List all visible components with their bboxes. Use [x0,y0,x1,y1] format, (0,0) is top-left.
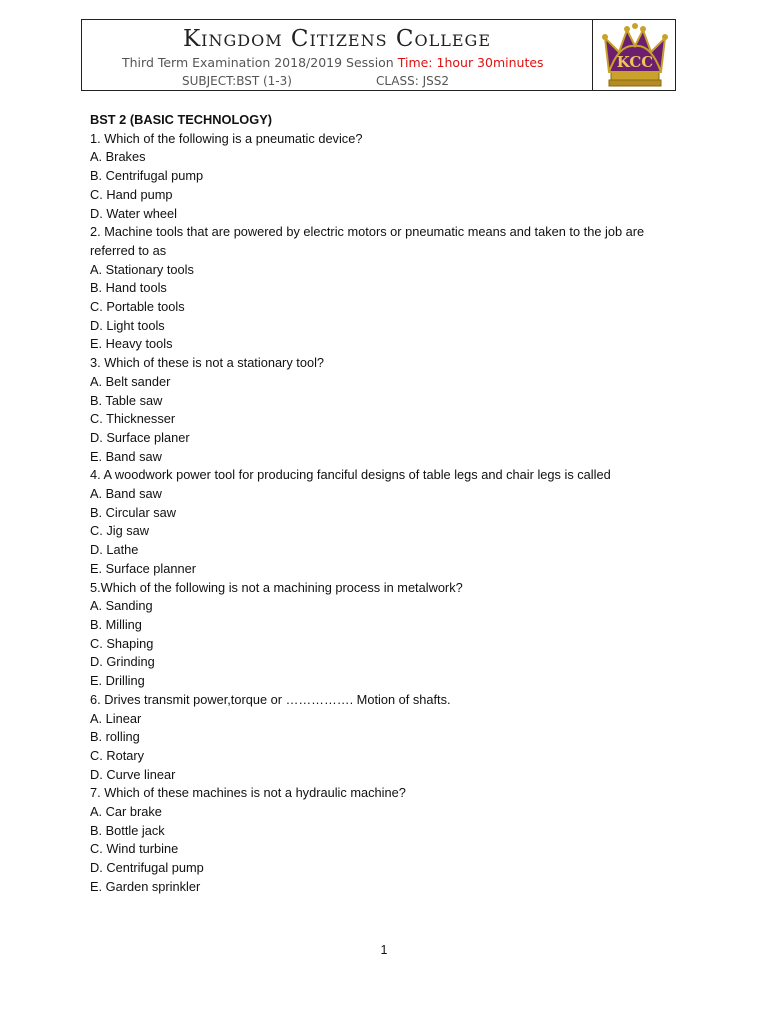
option-line: E. Band saw [90,448,162,464]
crown-logo-icon [595,22,675,88]
option-line: C. Wind turbine [90,841,179,857]
subject-label: SUBJECT:BST (1-3) [182,74,292,88]
option-line: D. Curve linear [90,766,176,782]
option-line: A. Stationary tools [90,261,194,277]
option-line: D. Centrifugal pump [90,860,204,876]
option-line: E. Heavy tools [90,336,173,352]
option-line: C. Portable tools [90,299,185,315]
option-line: B. rolling [90,729,140,745]
option-line: A. Car brake [90,804,162,820]
option-line: B. Milling [90,616,142,632]
option-line: D. Light tools [90,317,165,333]
question-line: 1. Which of the following is a pneumatic device? [90,130,363,146]
option-line: C. Hand pump [90,186,173,202]
header-text-panel [82,20,593,90]
exam-time: Time: 1hour 30minutes [397,55,544,70]
question-line: 2. Machine tools that are powered by electric motors or pneumatic means and taken to the job are [90,224,645,240]
question-line: 7. Which of these machines is not a hydraulic machine? [90,785,406,801]
exam-session-line [122,55,544,70]
option-line: B. Hand tools [90,280,167,296]
option-line: A. Brakes [90,149,146,165]
option-line: B. Centrifugal pump [90,168,204,184]
option-line: A. Linear [90,710,142,726]
class-label: CLASS: JSS2 [375,74,449,88]
option-line: E. Surface planner [90,560,196,576]
option-line: C. Rotary [90,747,145,763]
subject-class-line [182,74,449,88]
option-line: D. Water wheel [90,205,177,221]
option-line: C. Shaping [90,635,154,651]
question-line: 5.Which of the following is not a machining process in metalwork? [90,579,463,595]
option-line: D. Surface planer [90,429,190,445]
exam-session-text: Third Term Examination 2018/2019 Session [122,55,398,70]
option-line: A. Sanding [90,598,153,614]
option-line: A. Band saw [90,486,162,502]
option-line: E. Drilling [90,673,145,689]
option-line: C. Jig saw [90,523,150,539]
page-number: 1 [380,943,388,957]
option-line: D. Grinding [90,654,155,670]
option-line: B. Bottle jack [90,822,165,838]
option-line: referred to as [90,242,167,258]
option-line: A. Belt sander [90,373,171,389]
section-title: BST 2 (BASIC TECHNOLOGY) [90,112,273,127]
option-line: B. Circular saw [90,504,177,520]
question-line: 4. A woodwork power tool for producing fanciful designs of table legs and chair legs is called [90,467,611,483]
logo-letters: KCC [616,53,654,71]
option-line: C. Thicknesser [90,411,176,427]
option-line: D. Lathe [90,542,139,558]
exam-header [81,19,676,91]
question-line: 6. Drives transmit power,torque or ……………. Motion of shafts. [90,691,451,707]
question-line: 3. Which of these is not a stationary tool? [90,355,325,371]
college-name: Kingdom Citizens College [182,26,491,52]
option-line: B. Table saw [90,392,163,408]
option-line: E. Garden sprinkler [90,878,201,894]
question-list [90,111,690,897]
